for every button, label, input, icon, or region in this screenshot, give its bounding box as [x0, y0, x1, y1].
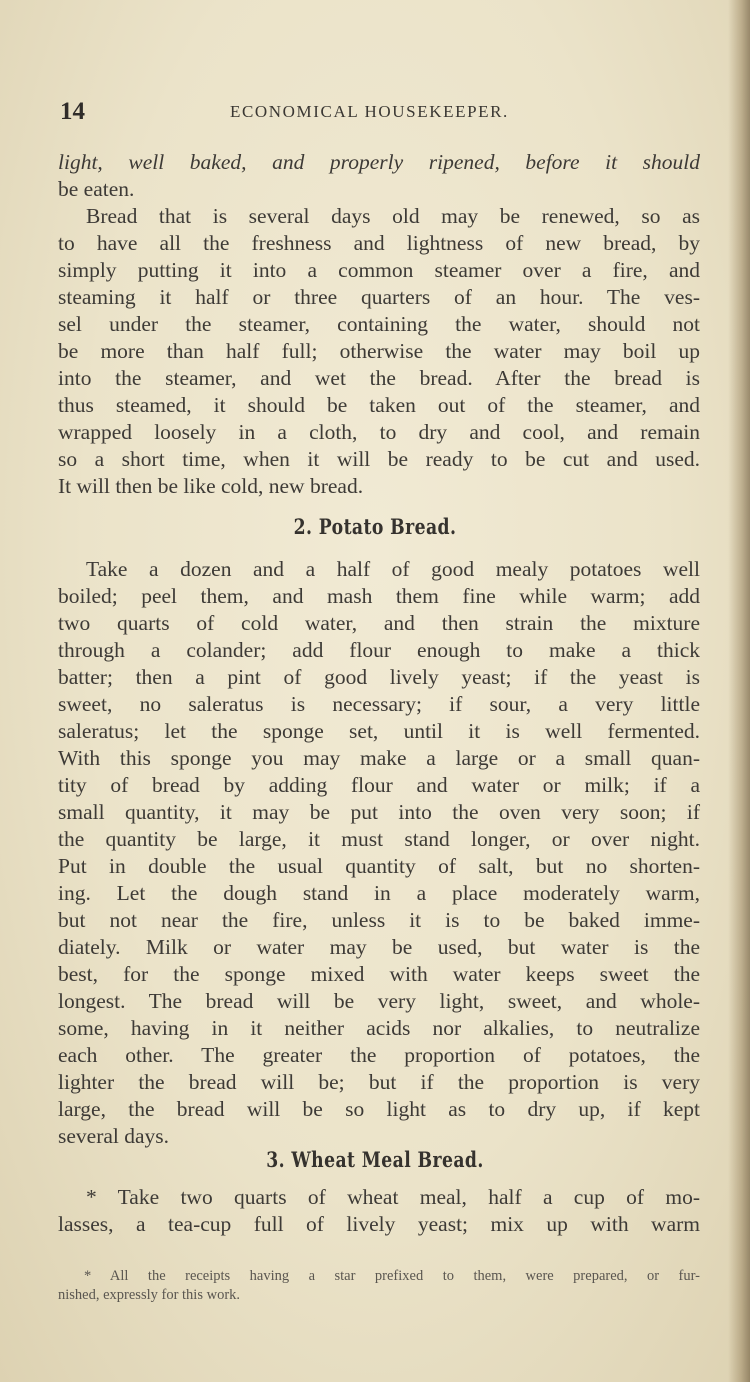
- text-line: Put in double the usual quantity of salt, but no shorten-: [58, 854, 700, 878]
- page-header: [60, 98, 700, 128]
- paragraph-potato-bread: [58, 556, 700, 1150]
- book-spine-shadow: [728, 0, 750, 1382]
- text-line: but not near the fire, unless it is to be baked imme-: [58, 908, 700, 932]
- text-line: the quantity be large, it must stand longer, or over night.: [58, 827, 700, 851]
- text-line: each other. The greater the proportion of potatoes, the: [58, 1043, 700, 1067]
- running-title: ECONOMICAL HOUSEKEEPER.: [230, 102, 509, 121]
- text-line: thus steamed, it should be taken out of the steamer, and: [58, 393, 700, 417]
- text-line: through a colander; add flour enough to make a thick: [58, 638, 700, 662]
- text-line: sel under the steamer, containing the water, should not: [58, 312, 700, 336]
- text-line: into the steamer, and wet the bread. After the bread is: [58, 366, 700, 390]
- text-line: be eaten.: [58, 177, 135, 201]
- text-line: * Take two quarts of wheat meal, half a cup of mo-: [86, 1185, 700, 1209]
- text-line: Take a dozen and a half of good mealy potatoes well: [86, 557, 700, 581]
- text-line: Bread that is several days old may be renewed, so as: [86, 204, 700, 228]
- text-line: sweet, no saleratus is necessary; if sour, a very little: [58, 692, 700, 716]
- text-line: light, well baked, and properly ripened, before it should: [58, 150, 700, 174]
- text-line: be more than half full; otherwise the water may boil up: [58, 339, 700, 363]
- text-line: tity of bread by adding flour and water or milk; if a: [58, 773, 700, 797]
- text-line: longest. The bread will be very light, sweet, and whole-: [58, 989, 700, 1013]
- text-line: some, having in it neither acids nor alkalies, to neutralize: [58, 1016, 700, 1040]
- text-line: boiled; peel them, and mash them fine while warm; add: [58, 584, 700, 608]
- footnote: [58, 1267, 700, 1305]
- text-line: It will then be like cold, new bread.: [58, 474, 364, 498]
- text-line: lasses, a tea-cup full of lively yeast; mix up with warm: [58, 1212, 700, 1236]
- section-heading-potato-bread: 2. Potato Bread.: [293, 514, 457, 539]
- text-line: two quarts of cold water, and then strain the mixture: [58, 611, 700, 635]
- text-line: lighter the bread will be; but if the proportion is very: [58, 1070, 700, 1094]
- section-heading-wheat-meal-bread: 3. Wheat Meal Bread.: [266, 1147, 484, 1172]
- text-line: batter; then a pint of good lively yeast; if the yeast is: [58, 665, 700, 689]
- page-number: 14: [60, 98, 85, 125]
- text-line: so a short time, when it will be ready to be cut and used.: [58, 447, 700, 471]
- text-line: to have all the freshness and lightness of new bread, by: [58, 231, 700, 255]
- text-line: steaming it half or three quarters of an hour. The ves-: [58, 285, 700, 309]
- text-line: wrapped loosely in a cloth, to dry and cool, and remain: [58, 420, 700, 444]
- text-line: saleratus; let the sponge set, until it is well fermented.: [58, 719, 700, 743]
- text-line: simply putting it into a common steamer over a fire, and: [58, 258, 700, 282]
- text-line: large, the bread will be so light as to dry up, if kept: [58, 1097, 700, 1121]
- text-line: diately. Milk or water may be used, but water is the: [58, 935, 700, 959]
- paragraph-continuation: [58, 149, 700, 203]
- text-line: With this sponge you may make a large or a small quan-: [58, 746, 700, 770]
- paragraph-wheat-meal-bread: [58, 1184, 700, 1238]
- text-line: several days.: [58, 1124, 170, 1148]
- text-line: best, for the sponge mixed with water keeps sweet the: [58, 962, 700, 986]
- text-line: small quantity, it may be put into the oven very soon; if: [58, 800, 700, 824]
- footnote-line: * All the receipts having a star prefixed to them, were prepared, or fur-: [84, 1268, 700, 1284]
- paragraph-renewing-bread: [58, 203, 700, 500]
- footnote-line: nished, expressly for this work.: [58, 1287, 241, 1303]
- text-line: ing. Let the dough stand in a place moderately warm,: [58, 881, 700, 905]
